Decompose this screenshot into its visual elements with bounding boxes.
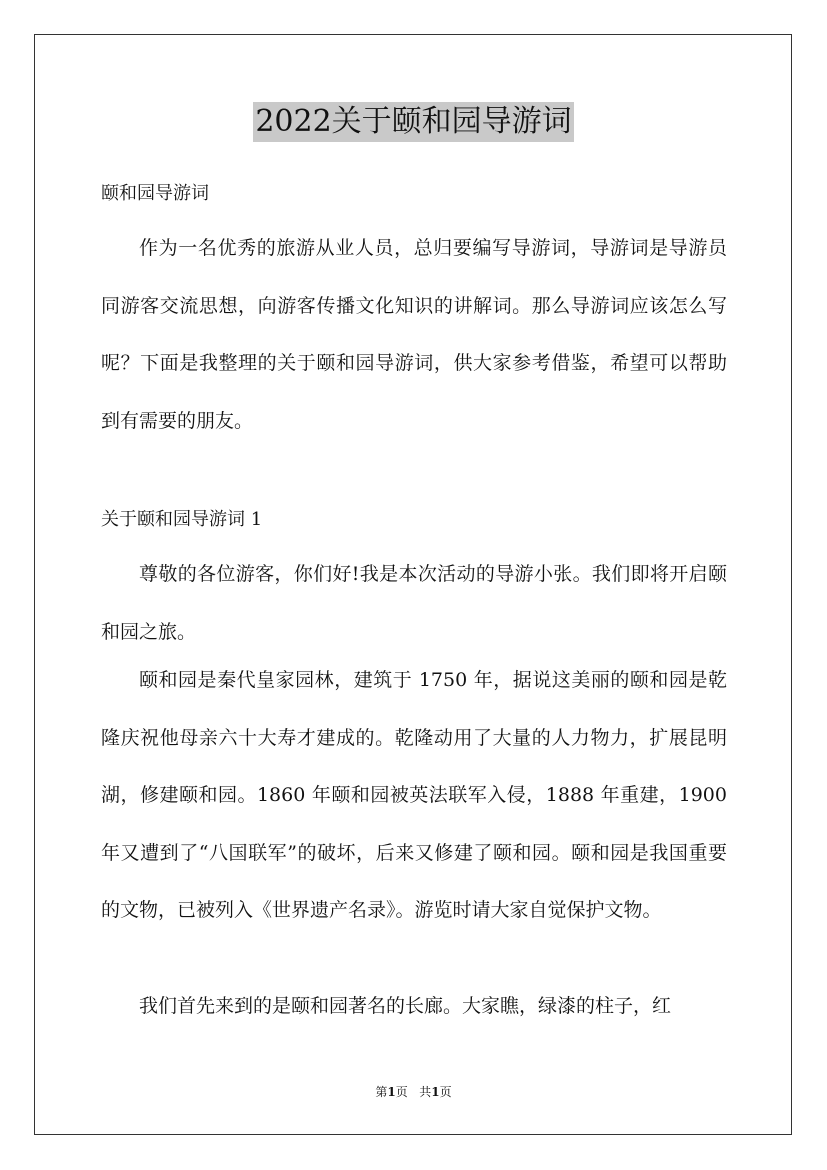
footer-total-pages: 1 [431,1085,440,1099]
document-title: 2022关于颐和园导游词 [253,102,573,142]
footer-page-suffix: 页 [395,1085,408,1099]
article-heading: 关于颐和园导游词 1 [101,509,263,530]
body-paragraph: 尊敬的各位游客，你们好!我是本次活动的导游小张。我们即将开启颐和园之旅。 [101,563,727,643]
footer-page-number: 1 [387,1085,396,1099]
page-footer [0,1084,827,1100]
footer-page-prefix: 第 [375,1085,388,1099]
body-paragraph: 我们首先来到的是颐和园著名的长廊。大家瞧，绿漆的柱子，红 [139,995,672,1017]
intro-paragraph: 作为一名优秀的旅游从业人员，总归要编写导游词，导游词是导游员同游客交流思想，向游客传播文化知识的讲解词。那么导游词应该怎么写呢？下面是我整理的关于颐和园导游词，供大家参考借鉴，希望可以帮助到有需要的朋友。 [101,237,727,432]
body-paragraph: 颐和园是秦代皇家园林，建筑于 1750 年，据说这美丽的颐和园是乾隆庆祝他母亲六十大寿才建成的。乾隆动用了大量的人力物力，扩展昆明湖，修建颐和园。1860 年颐和园被英法联军入侵，1888 年重建，1900 年又遭到了“八国联军”的破坏，后来又修建了颐和园。颐和园是我国重要的文物，已被列入《世界遗产名录》。游览时请大家自觉保护文物。 [101,669,727,921]
section-heading: 颐和园导游词 [101,183,209,204]
footer-total-suffix: 页 [439,1085,452,1099]
title-container [0,102,827,142]
footer-total-prefix: 共 [419,1085,432,1099]
